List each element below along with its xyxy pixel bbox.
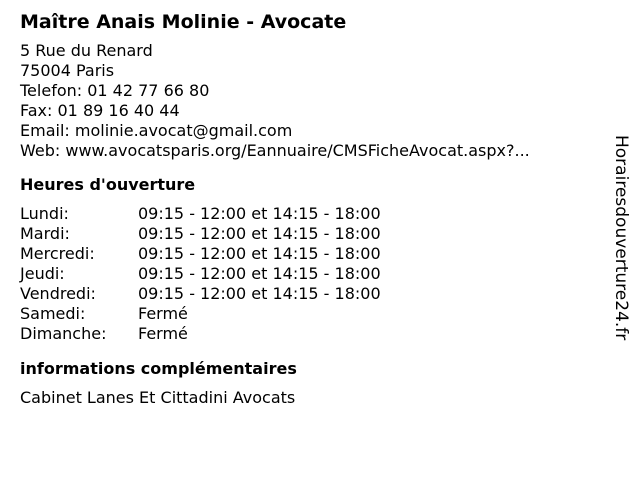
hours-row-samedi [20,304,381,324]
day-hours: Fermé [138,304,188,323]
contact-block [20,41,600,161]
day-hours: 09:15 - 12:00 et 14:15 - 18:00 [138,284,381,303]
email-address[interactable]: molinie.avocat@gmail.com [74,121,293,140]
info-heading: informations complémentaires [20,359,297,378]
fax-line [20,101,600,121]
hours-table [20,204,381,344]
phone-number[interactable]: 01 42 77 66 80 [87,81,210,100]
day-hours: 09:15 - 12:00 et 14:15 - 18:00 [138,204,381,223]
hours-row-mardi [20,224,381,244]
business-card [20,10,600,408]
hours-row-jeudi [20,264,381,284]
day-label: Mercredi: [20,244,95,263]
phone-line [20,81,600,101]
day-label: Jeudi: [20,264,65,283]
day-hours: Fermé [138,324,188,343]
email-label: Email: [20,121,70,140]
address-city: 75004 Paris [20,61,115,80]
hours-row-vendredi [20,284,381,304]
web-line [20,141,600,161]
day-hours: 09:15 - 12:00 et 14:15 - 18:00 [138,264,381,283]
day-label: Dimanche: [20,324,107,343]
hours-row-dimanche [20,324,381,344]
info-text: Cabinet Lanes Et Cittadini Avocats [20,388,296,407]
email-line [20,121,600,141]
site-watermark: Horairesdouverture24.fr [611,135,631,341]
day-label: Lundi: [20,204,69,223]
day-label: Mardi: [20,224,70,243]
web-label: Web: [20,141,61,160]
fax-label: Fax: [20,101,53,120]
hours-heading: Heures d'ouverture [20,175,196,194]
address-street: 5 Rue du Renard [20,41,153,60]
fax-number: 01 89 16 40 44 [57,101,180,120]
day-label: Samedi: [20,304,86,323]
day-hours: 09:15 - 12:00 et 14:15 - 18:00 [138,244,381,263]
web-link[interactable]: www.avocatsparis.org/Eannuaire/CMSFicheAvocat.aspx?... [65,141,530,160]
page-title: Maître Anais Molinie - Avocate [20,11,347,33]
day-label: Vendredi: [20,284,96,303]
hours-row-lundi [20,204,381,224]
hours-row-mercredi [20,244,381,264]
phone-label: Telefon: [20,81,83,100]
day-hours: 09:15 - 12:00 et 14:15 - 18:00 [138,224,381,243]
